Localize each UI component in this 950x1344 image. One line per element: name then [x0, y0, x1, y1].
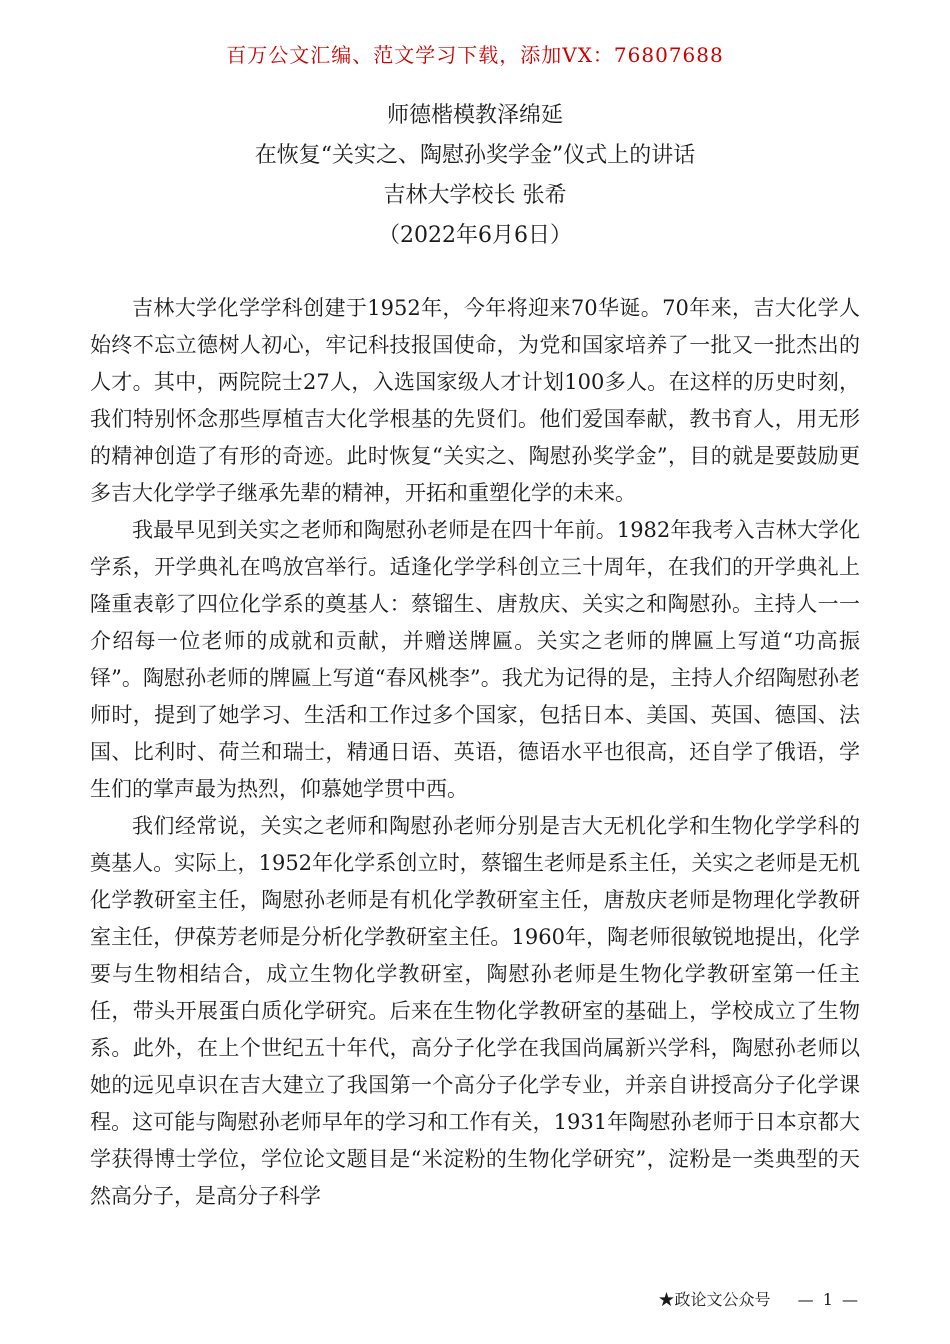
page-footer: [659, 1287, 860, 1310]
paragraph-2: 我最早见到关实之老师和陶慰孙老师是在四十年前。1982年我考入吉林大学化学系，开学典礼在鸣放宫举行。适逢化学学科创立三十周年，在我们的开学典礼上隆重表彰了四位化学系的奠基人：蔡镏生、唐敖庆、关实之和陶慰孙。主持人一一介绍每一位老师的成就和贡献，并赠送牌匾。关实之老师的牌匾上写道“功高振铎”。陶慰孙老师的牌匾上写道“春风桃李”。我尤为记得的是，主持人介绍陶慰孙老师时，提到了她学习、生活和工作过多个国家，包括日本、美国、英国、德国、法国、比利时、荷兰和瑞士，精通日语、英语，德语水平也很高，还自学了俄语，学生们的掌声最为热烈，仰慕她学贯中西。: [90, 518, 860, 801]
footer-label: ★政论文公众号: [658, 1290, 771, 1309]
document-author: 吉林大学校长 张希: [383, 183, 567, 208]
document-date: （2022年6月6日）: [378, 223, 572, 248]
header-notice: 百万公文汇编、范文学习下载，添加VX：76807688: [226, 43, 724, 67]
document-heading: [90, 96, 860, 256]
document-subtitle: 在恢复“关实之、陶慰孙奖学金”仪式上的讲话: [254, 143, 696, 168]
paragraph-1: 吉林大学化学学科创建于1952年，今年将迎来70华诞。70年来，吉大化学人始终不忘立德树人初心，牢记科技报国使命，为党和国家培养了一批又一批杰出的人才。其中，两院院士27人，入选国家级人才计划100多人。在这样的历史时刻，我们特别怀念那些厚植吉大化学根基的先贤们。他们爱国奉献，教书育人，用无形的精神创造了有形的奇迹。此时恢复“关实之、陶慰孙奖学金”，目的就是要鼓励更多吉大化学学子继承先辈的精神，开拓和重塑化学的未来。: [90, 296, 860, 505]
paragraph-3: 我们经常说，关实之老师和陶慰孙老师分别是吉大无机化学和生物化学学科的奠基人。实际上，1952年化学系创立时，蔡镏生老师是系主任，关实之老师是无机化学教研室主任，陶慰孙老师是有机化学教研室主任，唐敖庆老师是物理化学教研室主任，伊葆芳老师是分析化学教研室主任。1960年，陶老师很敏锐地提出，化学要与生物相结合，成立生物化学教研室，陶慰孙老师是生物化学教研室第一任主任，带头开展蛋白质化学研究。后来在生物化学教研室的基础上，学校成立了生物系。此外，在上个世纪五十年代，高分子化学在我国尚属新兴学科，陶慰孙老师以她的远见卓识在吉大建立了我国第一个高分子化学专业，并亲自讲授高分子化学课程。这可能与陶慰孙老师早年的学习和工作有关，1931年陶慰孙老师于日本京都大学获得博士学位，学位论文题目是“米淀粉的生物化学研究”，淀粉是一类典型的天然高分子，是高分子科学: [90, 814, 860, 1208]
document-title: 师德楷模教泽绵延: [386, 103, 563, 128]
document-body: [90, 290, 860, 1215]
footer-page-number: — 1 —: [797, 1290, 860, 1309]
